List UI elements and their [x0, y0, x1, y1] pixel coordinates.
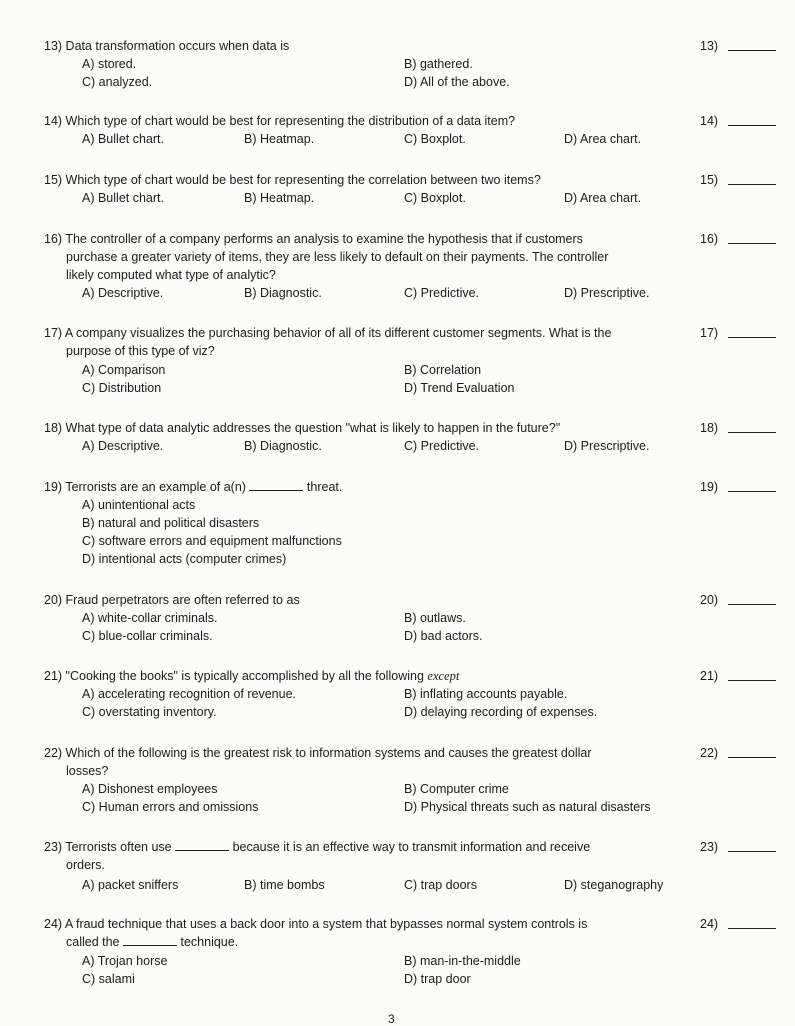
option-d: D) Trend Evaluation	[404, 381, 515, 395]
stem-text: 21) "Cooking the books" is typically accomplished by all the following	[44, 669, 424, 683]
option-d: D) bad actors.	[404, 629, 483, 643]
option-a: A) unintentional acts	[82, 498, 196, 512]
question-stem: 16) The controller of a company performs an analysis to examine the hypothesis that if customers	[44, 232, 583, 246]
question-stem-line	[66, 933, 706, 951]
answer-number: 13)	[700, 39, 719, 53]
option-a: A) Comparison	[82, 363, 166, 377]
stem-text: 23) Terrorists often use	[44, 840, 172, 854]
option-a: A) Descriptive.	[82, 286, 164, 300]
option-b: B) gathered.	[404, 57, 473, 71]
option-a: A) Bullet chart.	[82, 191, 164, 205]
option-c: C) Human errors and omissions	[82, 800, 259, 814]
option-b: B) time bombs	[244, 878, 325, 892]
stem-text: called the	[66, 935, 120, 949]
option-b: B) Correlation	[404, 363, 482, 377]
option-c: C) Boxplot.	[404, 191, 466, 205]
option-a: A) stored.	[82, 57, 137, 71]
answer-blank[interactable]	[728, 680, 776, 681]
option-a: A) white-collar criminals.	[82, 611, 218, 625]
answer-number: 20)	[700, 593, 719, 607]
option-b: B) natural and political disasters	[82, 516, 260, 530]
option-d: D) Area chart.	[564, 191, 642, 205]
question-stem-line: orders.	[66, 858, 105, 872]
stem-text: 19) Terrorists are an example of a(n)	[44, 480, 246, 494]
option-b: B) inflating accounts payable.	[404, 687, 568, 701]
option-d: D) intentional acts (computer crimes)	[82, 552, 287, 566]
stem-emphasis: except	[427, 669, 460, 683]
answer-blank[interactable]	[728, 337, 776, 338]
option-c: C) Distribution	[82, 381, 162, 395]
question-stem: 24) A fraud technique that uses a back door into a system that bypasses normal system controls is	[44, 917, 588, 931]
question-stem-line: purchase a greater variety of items, they are less likely to default on their payments. The controller	[66, 250, 609, 264]
answer-blank[interactable]	[728, 243, 776, 244]
fill-in-blank	[123, 933, 177, 946]
answer-blank[interactable]	[728, 125, 776, 126]
answer-number: 17)	[700, 326, 719, 340]
answer-blank[interactable]	[728, 851, 776, 852]
answer-blank[interactable]	[728, 432, 776, 433]
option-b: B) Heatmap.	[244, 132, 315, 146]
option-a: A) Trojan horse	[82, 954, 168, 968]
question-stem: 14) Which type of chart would be best for representing the distribution of a data item?	[44, 114, 516, 128]
question-stem: 18) What type of data analytic addresses the question "what is likely to happen in the future?"	[44, 421, 561, 435]
answer-number: 19)	[700, 480, 719, 494]
option-c: C) Predictive.	[404, 286, 480, 300]
option-d: D) trap door	[404, 972, 471, 986]
option-c: C) overstating inventory.	[82, 705, 217, 719]
option-a: A) Dishonest employees	[82, 782, 218, 796]
answer-blank[interactable]	[728, 757, 776, 758]
question-stem	[44, 478, 684, 496]
question-stem	[44, 667, 684, 685]
question-stem: 15) Which type of chart would be best for representing the correlation between two items?	[44, 173, 541, 187]
stem-text: because it is an effective way to transmit information and receive	[232, 840, 591, 854]
answer-blank[interactable]	[728, 50, 776, 51]
question-stem: 17) A company visualizes the purchasing behavior of all of its different customer segments. What is the	[44, 326, 612, 340]
option-a: A) Descriptive.	[82, 439, 164, 453]
question-stem-line: likely computed what type of analytic?	[66, 268, 276, 282]
option-d: D) Prescriptive.	[564, 439, 650, 453]
option-b: B) outlaws.	[404, 611, 466, 625]
option-c: C) trap doors	[404, 878, 477, 892]
answer-number: 22)	[700, 746, 719, 760]
answer-number: 24)	[700, 917, 719, 931]
fill-in-blank	[249, 478, 303, 491]
option-b: B) Heatmap.	[244, 191, 315, 205]
page-number: 3	[388, 1012, 395, 1026]
option-d: D) Prescriptive.	[564, 286, 650, 300]
option-b: B) Computer crime	[404, 782, 509, 796]
question-stem: 13) Data transformation occurs when data is	[44, 39, 290, 53]
stem-text: threat.	[306, 480, 343, 494]
option-d: D) Physical threats such as natural disasters	[404, 800, 651, 814]
answer-number: 23)	[700, 840, 719, 854]
option-c: C) salami	[82, 972, 135, 986]
option-d: D) All of the above.	[404, 75, 510, 89]
answer-number: 21)	[700, 669, 719, 683]
question-stem-line: losses?	[66, 764, 109, 778]
fill-in-blank	[175, 838, 229, 851]
option-d: D) Area chart.	[564, 132, 642, 146]
answer-number: 14)	[700, 114, 719, 128]
question-stem: 22) Which of the following is the greatest risk to information systems and causes the greatest dollar	[44, 746, 592, 760]
answer-number: 15)	[700, 173, 719, 187]
answer-blank[interactable]	[728, 491, 776, 492]
option-c: C) analyzed.	[82, 75, 153, 89]
option-c: C) software errors and equipment malfunctions	[82, 534, 342, 548]
option-a: A) Bullet chart.	[82, 132, 164, 146]
option-c: C) Boxplot.	[404, 132, 466, 146]
answer-blank[interactable]	[728, 928, 776, 929]
option-b: B) man-in-the-middle	[404, 954, 521, 968]
answer-number: 16)	[700, 232, 719, 246]
answer-blank[interactable]	[728, 184, 776, 185]
stem-text: technique.	[180, 935, 239, 949]
option-d: D) steganography	[564, 878, 664, 892]
option-b: B) Diagnostic.	[244, 439, 322, 453]
question-stem	[44, 838, 684, 856]
question-stem: 20) Fraud perpetrators are often referred to as	[44, 593, 300, 607]
option-b: B) Diagnostic.	[244, 286, 322, 300]
option-d: D) delaying recording of expenses.	[404, 705, 598, 719]
option-c: C) Predictive.	[404, 439, 480, 453]
option-c: C) blue-collar criminals.	[82, 629, 213, 643]
answer-blank[interactable]	[728, 604, 776, 605]
option-a: A) accelerating recognition of revenue.	[82, 687, 297, 701]
option-a: A) packet sniffers	[82, 878, 179, 892]
answer-number: 18)	[700, 421, 719, 435]
question-stem-line: purpose of this type of viz?	[66, 344, 215, 358]
